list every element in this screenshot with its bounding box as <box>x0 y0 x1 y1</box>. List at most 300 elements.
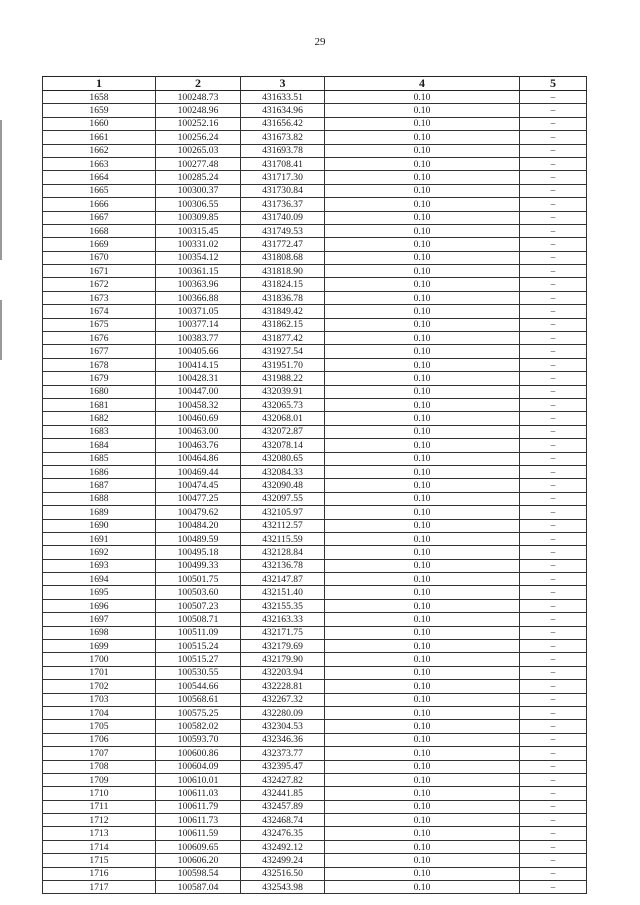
cell-x-coordinate: 100469.44 <box>156 465 241 478</box>
cell-x-coordinate: 100458.32 <box>156 398 241 411</box>
table-row <box>43 599 587 612</box>
table-row <box>43 693 587 706</box>
cell-note: – <box>520 291 587 304</box>
cell-note: – <box>520 251 587 264</box>
cell-point-number: 1666 <box>43 198 156 211</box>
cell-error-value: 0.10 <box>325 720 520 733</box>
cell-x-coordinate: 100428.31 <box>156 372 241 385</box>
cell-note: – <box>520 720 587 733</box>
cell-error-value: 0.10 <box>325 452 520 465</box>
cell-y-coordinate: 432267.32 <box>241 693 325 706</box>
cell-error-value: 0.10 <box>325 626 520 639</box>
cell-error-value: 0.10 <box>325 398 520 411</box>
page-number: 29 <box>314 36 326 48</box>
cell-y-coordinate: 431708.41 <box>241 157 325 170</box>
table-row <box>43 465 587 478</box>
cell-note: – <box>520 773 587 786</box>
cell-point-number: 1701 <box>43 666 156 679</box>
table-row <box>43 372 587 385</box>
cell-point-number: 1688 <box>43 492 156 505</box>
cell-note: – <box>520 465 587 478</box>
cell-y-coordinate: 432155.35 <box>241 599 325 612</box>
cell-x-coordinate: 100587.04 <box>156 881 241 894</box>
cell-y-coordinate: 431824.15 <box>241 278 325 291</box>
cell-note: – <box>520 412 587 425</box>
cell-y-coordinate: 431988.22 <box>241 372 325 385</box>
header-col-5: 5 <box>520 77 587 91</box>
cell-error-value: 0.10 <box>325 854 520 867</box>
cell-note: – <box>520 104 587 117</box>
cell-error-value: 0.10 <box>325 653 520 666</box>
cell-error-value: 0.10 <box>325 479 520 492</box>
cell-y-coordinate: 431634.96 <box>241 104 325 117</box>
cell-y-coordinate: 431656.42 <box>241 117 325 130</box>
cell-note: – <box>520 144 587 157</box>
table-row <box>43 265 587 278</box>
cell-y-coordinate: 431951.70 <box>241 358 325 371</box>
cell-point-number: 1694 <box>43 573 156 586</box>
table-row <box>43 398 587 411</box>
cell-error-value: 0.10 <box>325 184 520 197</box>
scan-edge-mark <box>0 120 2 260</box>
table-row <box>43 827 587 840</box>
cell-note: – <box>520 760 587 773</box>
cell-error-value: 0.10 <box>325 131 520 144</box>
cell-y-coordinate: 431633.51 <box>241 91 325 104</box>
coordinates-table-wrapper <box>42 76 586 894</box>
cell-note: – <box>520 198 587 211</box>
cell-point-number: 1683 <box>43 425 156 438</box>
cell-x-coordinate: 100501.75 <box>156 573 241 586</box>
cell-note: – <box>520 425 587 438</box>
cell-y-coordinate: 431877.42 <box>241 332 325 345</box>
table-row <box>43 640 587 653</box>
cell-y-coordinate: 432112.57 <box>241 519 325 532</box>
cell-y-coordinate: 432179.69 <box>241 640 325 653</box>
cell-y-coordinate: 431717.30 <box>241 171 325 184</box>
cell-error-value: 0.10 <box>325 439 520 452</box>
cell-error-value: 0.10 <box>325 867 520 880</box>
cell-x-coordinate: 100515.24 <box>156 640 241 653</box>
cell-y-coordinate: 432228.81 <box>241 680 325 693</box>
cell-x-coordinate: 100479.62 <box>156 506 241 519</box>
cell-note: – <box>520 599 587 612</box>
cell-point-number: 1708 <box>43 760 156 773</box>
table-row <box>43 573 587 586</box>
table-row <box>43 425 587 438</box>
table-row <box>43 653 587 666</box>
table-row <box>43 814 587 827</box>
cell-y-coordinate: 431740.09 <box>241 211 325 224</box>
cell-y-coordinate: 432203.94 <box>241 666 325 679</box>
cell-y-coordinate: 432468.74 <box>241 814 325 827</box>
table-row <box>43 586 587 599</box>
table-row <box>43 439 587 452</box>
cell-point-number: 1681 <box>43 398 156 411</box>
cell-point-number: 1704 <box>43 706 156 719</box>
cell-x-coordinate: 100575.25 <box>156 706 241 719</box>
cell-y-coordinate: 432136.78 <box>241 559 325 572</box>
cell-y-coordinate: 432072.87 <box>241 425 325 438</box>
cell-x-coordinate: 100252.16 <box>156 117 241 130</box>
table-row <box>43 559 587 572</box>
cell-x-coordinate: 100464.86 <box>156 452 241 465</box>
cell-error-value: 0.10 <box>325 412 520 425</box>
cell-error-value: 0.10 <box>325 425 520 438</box>
cell-point-number: 1678 <box>43 358 156 371</box>
cell-note: – <box>520 640 587 653</box>
cell-x-coordinate: 100611.79 <box>156 800 241 813</box>
cell-point-number: 1687 <box>43 479 156 492</box>
cell-y-coordinate: 431730.84 <box>241 184 325 197</box>
cell-y-coordinate: 431673.82 <box>241 131 325 144</box>
table-row <box>43 720 587 733</box>
cell-note: – <box>520 626 587 639</box>
cell-point-number: 1673 <box>43 291 156 304</box>
cell-x-coordinate: 100489.59 <box>156 532 241 545</box>
table-row <box>43 318 587 331</box>
table-row <box>43 198 587 211</box>
header-col-2: 2 <box>156 77 241 91</box>
cell-note: – <box>520 157 587 170</box>
cell-note: – <box>520 385 587 398</box>
table-row <box>43 144 587 157</box>
cell-note: – <box>520 814 587 827</box>
cell-note: – <box>520 800 587 813</box>
table-row <box>43 666 587 679</box>
table-row <box>43 760 587 773</box>
cell-note: – <box>520 546 587 559</box>
cell-note: – <box>520 747 587 760</box>
cell-note: – <box>520 117 587 130</box>
cell-x-coordinate: 100477.25 <box>156 492 241 505</box>
table-row <box>43 867 587 880</box>
cell-point-number: 1658 <box>43 91 156 104</box>
cell-point-number: 1699 <box>43 640 156 653</box>
cell-error-value: 0.10 <box>325 385 520 398</box>
cell-y-coordinate: 432084.33 <box>241 465 325 478</box>
cell-error-value: 0.10 <box>325 640 520 653</box>
cell-x-coordinate: 100568.61 <box>156 693 241 706</box>
cell-error-value: 0.10 <box>325 144 520 157</box>
cell-point-number: 1715 <box>43 854 156 867</box>
cell-error-value: 0.10 <box>325 532 520 545</box>
cell-point-number: 1706 <box>43 733 156 746</box>
cell-point-number: 1671 <box>43 265 156 278</box>
cell-error-value: 0.10 <box>325 693 520 706</box>
cell-y-coordinate: 432427.82 <box>241 773 325 786</box>
cell-note: – <box>520 532 587 545</box>
cell-x-coordinate: 100463.00 <box>156 425 241 438</box>
cell-x-coordinate: 100515.27 <box>156 653 241 666</box>
cell-point-number: 1717 <box>43 881 156 894</box>
header-col-1: 1 <box>43 77 156 91</box>
cell-x-coordinate: 100544.66 <box>156 680 241 693</box>
cell-point-number: 1672 <box>43 278 156 291</box>
cell-error-value: 0.10 <box>325 760 520 773</box>
cell-point-number: 1668 <box>43 224 156 237</box>
cell-point-number: 1679 <box>43 372 156 385</box>
cell-error-value: 0.10 <box>325 800 520 813</box>
header-row <box>43 77 587 91</box>
table-row <box>43 479 587 492</box>
table-row <box>43 800 587 813</box>
cell-x-coordinate: 100474.45 <box>156 479 241 492</box>
cell-point-number: 1676 <box>43 332 156 345</box>
cell-x-coordinate: 100507.23 <box>156 599 241 612</box>
cell-point-number: 1663 <box>43 157 156 170</box>
cell-y-coordinate: 432476.35 <box>241 827 325 840</box>
cell-x-coordinate: 100611.59 <box>156 827 241 840</box>
cell-note: – <box>520 881 587 894</box>
cell-y-coordinate: 432516.50 <box>241 867 325 880</box>
cell-x-coordinate: 100371.05 <box>156 305 241 318</box>
cell-y-coordinate: 432163.33 <box>241 613 325 626</box>
table-row <box>43 519 587 532</box>
table-row <box>43 224 587 237</box>
cell-x-coordinate: 100604.09 <box>156 760 241 773</box>
cell-point-number: 1695 <box>43 586 156 599</box>
cell-y-coordinate: 431836.78 <box>241 291 325 304</box>
cell-x-coordinate: 100611.03 <box>156 787 241 800</box>
cell-point-number: 1664 <box>43 171 156 184</box>
cell-point-number: 1682 <box>43 412 156 425</box>
table-row <box>43 291 587 304</box>
cell-x-coordinate: 100377.14 <box>156 318 241 331</box>
cell-note: – <box>520 586 587 599</box>
cell-error-value: 0.10 <box>325 613 520 626</box>
cell-x-coordinate: 100610.01 <box>156 773 241 786</box>
table-row <box>43 117 587 130</box>
header-col-4: 4 <box>325 77 520 91</box>
cell-error-value: 0.10 <box>325 91 520 104</box>
cell-y-coordinate: 432280.09 <box>241 706 325 719</box>
cell-y-coordinate: 432373.77 <box>241 747 325 760</box>
cell-x-coordinate: 100530.55 <box>156 666 241 679</box>
cell-x-coordinate: 100609.65 <box>156 840 241 853</box>
cell-y-coordinate: 431693.78 <box>241 144 325 157</box>
cell-point-number: 1691 <box>43 532 156 545</box>
cell-point-number: 1693 <box>43 559 156 572</box>
table-row <box>43 171 587 184</box>
cell-note: – <box>520 372 587 385</box>
cell-point-number: 1662 <box>43 144 156 157</box>
cell-error-value: 0.10 <box>325 211 520 224</box>
cell-point-number: 1713 <box>43 827 156 840</box>
cell-y-coordinate: 432151.40 <box>241 586 325 599</box>
table-row <box>43 345 587 358</box>
cell-error-value: 0.10 <box>325 157 520 170</box>
cell-note: – <box>520 854 587 867</box>
cell-x-coordinate: 100306.55 <box>156 198 241 211</box>
table-row <box>43 305 587 318</box>
cell-error-value: 0.10 <box>325 706 520 719</box>
cell-note: – <box>520 867 587 880</box>
cell-y-coordinate: 432179.90 <box>241 653 325 666</box>
table-row <box>43 131 587 144</box>
cell-point-number: 1714 <box>43 840 156 853</box>
cell-x-coordinate: 100366.88 <box>156 291 241 304</box>
cell-note: – <box>520 171 587 184</box>
cell-x-coordinate: 100460.69 <box>156 412 241 425</box>
cell-note: – <box>520 345 587 358</box>
cell-note: – <box>520 211 587 224</box>
cell-point-number: 1707 <box>43 747 156 760</box>
cell-x-coordinate: 100256.24 <box>156 131 241 144</box>
cell-error-value: 0.10 <box>325 104 520 117</box>
cell-y-coordinate: 432147.87 <box>241 573 325 586</box>
cell-note: – <box>520 265 587 278</box>
cell-y-coordinate: 432078.14 <box>241 439 325 452</box>
cell-y-coordinate: 431862.15 <box>241 318 325 331</box>
cell-note: – <box>520 358 587 371</box>
cell-error-value: 0.10 <box>325 251 520 264</box>
table-row <box>43 385 587 398</box>
cell-y-coordinate: 431927.54 <box>241 345 325 358</box>
cell-error-value: 0.10 <box>325 747 520 760</box>
cell-note: – <box>520 131 587 144</box>
cell-y-coordinate: 432304.53 <box>241 720 325 733</box>
cell-point-number: 1690 <box>43 519 156 532</box>
cell-x-coordinate: 100361.15 <box>156 265 241 278</box>
cell-note: – <box>520 318 587 331</box>
cell-x-coordinate: 100511.09 <box>156 626 241 639</box>
cell-note: – <box>520 91 587 104</box>
cell-x-coordinate: 100363.96 <box>156 278 241 291</box>
cell-point-number: 1675 <box>43 318 156 331</box>
cell-note: – <box>520 492 587 505</box>
table-row <box>43 358 587 371</box>
header-col-3: 3 <box>241 77 325 91</box>
cell-x-coordinate: 100463.76 <box>156 439 241 452</box>
cell-x-coordinate: 100315.45 <box>156 224 241 237</box>
cell-note: – <box>520 827 587 840</box>
cell-error-value: 0.10 <box>325 666 520 679</box>
cell-point-number: 1684 <box>43 439 156 452</box>
cell-note: – <box>520 680 587 693</box>
cell-point-number: 1703 <box>43 693 156 706</box>
cell-note: – <box>520 224 587 237</box>
cell-error-value: 0.10 <box>325 814 520 827</box>
cell-y-coordinate: 432115.59 <box>241 532 325 545</box>
cell-point-number: 1665 <box>43 184 156 197</box>
cell-error-value: 0.10 <box>325 519 520 532</box>
cell-note: – <box>520 184 587 197</box>
table-row <box>43 787 587 800</box>
table-row <box>43 506 587 519</box>
cell-error-value: 0.10 <box>325 345 520 358</box>
cell-x-coordinate: 100354.12 <box>156 251 241 264</box>
cell-y-coordinate: 431808.68 <box>241 251 325 264</box>
cell-x-coordinate: 100248.73 <box>156 91 241 104</box>
cell-point-number: 1716 <box>43 867 156 880</box>
cell-x-coordinate: 100503.60 <box>156 586 241 599</box>
table-row <box>43 104 587 117</box>
coordinates-table <box>42 76 587 894</box>
cell-error-value: 0.10 <box>325 787 520 800</box>
cell-error-value: 0.10 <box>325 224 520 237</box>
cell-point-number: 1670 <box>43 251 156 264</box>
cell-x-coordinate: 100611.73 <box>156 814 241 827</box>
cell-x-coordinate: 100248.96 <box>156 104 241 117</box>
cell-y-coordinate: 431749.53 <box>241 224 325 237</box>
cell-error-value: 0.10 <box>325 827 520 840</box>
cell-error-value: 0.10 <box>325 265 520 278</box>
cell-x-coordinate: 100484.20 <box>156 519 241 532</box>
cell-error-value: 0.10 <box>325 559 520 572</box>
cell-point-number: 1692 <box>43 546 156 559</box>
cell-error-value: 0.10 <box>325 733 520 746</box>
cell-error-value: 0.10 <box>325 546 520 559</box>
cell-point-number: 1696 <box>43 599 156 612</box>
cell-note: – <box>520 398 587 411</box>
cell-error-value: 0.10 <box>325 238 520 251</box>
cell-error-value: 0.10 <box>325 198 520 211</box>
cell-x-coordinate: 100265.03 <box>156 144 241 157</box>
cell-point-number: 1667 <box>43 211 156 224</box>
cell-error-value: 0.10 <box>325 573 520 586</box>
cell-x-coordinate: 100582.02 <box>156 720 241 733</box>
cell-note: – <box>520 706 587 719</box>
table-row <box>43 492 587 505</box>
cell-x-coordinate: 100598.54 <box>156 867 241 880</box>
cell-note: – <box>520 278 587 291</box>
cell-point-number: 1712 <box>43 814 156 827</box>
cell-y-coordinate: 432499.24 <box>241 854 325 867</box>
cell-error-value: 0.10 <box>325 305 520 318</box>
cell-error-value: 0.10 <box>325 599 520 612</box>
table-row <box>43 412 587 425</box>
cell-y-coordinate: 432457.89 <box>241 800 325 813</box>
cell-y-coordinate: 432065.73 <box>241 398 325 411</box>
cell-point-number: 1669 <box>43 238 156 251</box>
table-row <box>43 157 587 170</box>
cell-x-coordinate: 100447.00 <box>156 385 241 398</box>
cell-y-coordinate: 432039.91 <box>241 385 325 398</box>
cell-error-value: 0.10 <box>325 372 520 385</box>
cell-note: – <box>520 573 587 586</box>
cell-y-coordinate: 432068.01 <box>241 412 325 425</box>
cell-point-number: 1660 <box>43 117 156 130</box>
table-row <box>43 238 587 251</box>
cell-x-coordinate: 100309.85 <box>156 211 241 224</box>
cell-y-coordinate: 432441.85 <box>241 787 325 800</box>
table-row <box>43 706 587 719</box>
table-row <box>43 91 587 104</box>
cell-error-value: 0.10 <box>325 278 520 291</box>
cell-point-number: 1697 <box>43 613 156 626</box>
cell-y-coordinate: 431849.42 <box>241 305 325 318</box>
table-row <box>43 278 587 291</box>
table-row <box>43 613 587 626</box>
table-row <box>43 452 587 465</box>
cell-error-value: 0.10 <box>325 171 520 184</box>
cell-error-value: 0.10 <box>325 773 520 786</box>
cell-x-coordinate: 100277.48 <box>156 157 241 170</box>
cell-point-number: 1680 <box>43 385 156 398</box>
cell-error-value: 0.10 <box>325 318 520 331</box>
cell-y-coordinate: 432090.48 <box>241 479 325 492</box>
cell-note: – <box>520 653 587 666</box>
cell-point-number: 1659 <box>43 104 156 117</box>
cell-note: – <box>520 305 587 318</box>
cell-x-coordinate: 100606.20 <box>156 854 241 867</box>
cell-error-value: 0.10 <box>325 506 520 519</box>
cell-y-coordinate: 432543.98 <box>241 881 325 894</box>
table-header <box>43 77 587 91</box>
cell-x-coordinate: 100508.71 <box>156 613 241 626</box>
cell-error-value: 0.10 <box>325 332 520 345</box>
